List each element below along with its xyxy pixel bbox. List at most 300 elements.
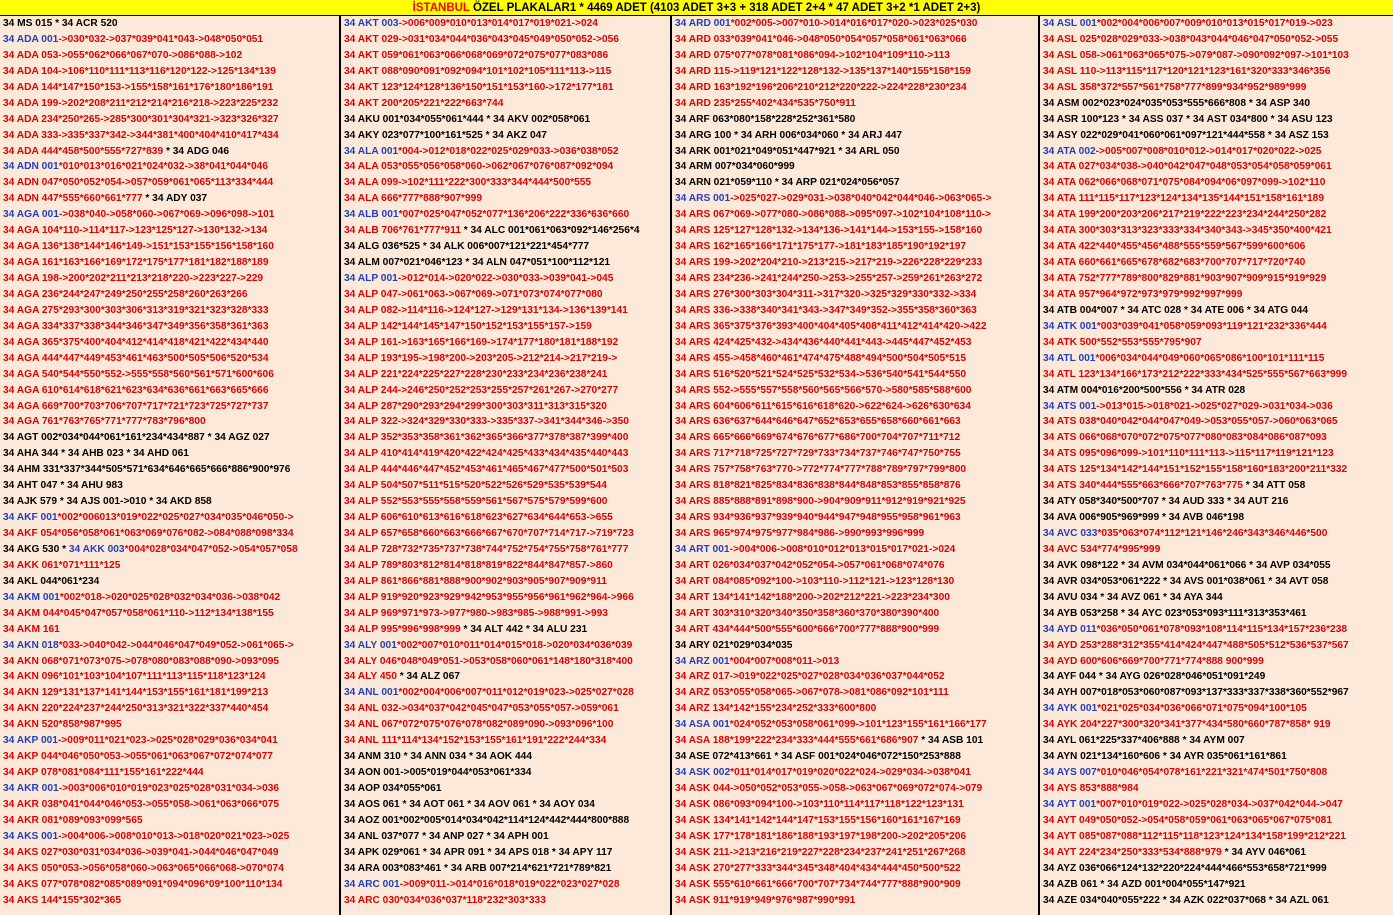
plate-segment: 34 AYL 061*225*337*406*888 * 34 AYM 007	[1043, 735, 1245, 747]
plate-line	[1040, 765, 1393, 781]
plate-line	[1040, 797, 1393, 813]
plate-line	[341, 669, 670, 685]
plate-line	[341, 717, 670, 733]
plate-segment: 34 ARS 276*300*303*304*311->317*320->325*329*330*332->334	[675, 288, 977, 300]
plate-segment: 34 AKR 001	[3, 783, 59, 794]
plate-line	[1040, 112, 1393, 128]
plate-line	[341, 255, 670, 271]
plate-segment: * 34 ALZ 067	[396, 671, 460, 683]
plate-line	[341, 526, 670, 542]
plate-segment: 34 ATY 058*340*500*707 * 34 AUD 333 * 34 AUT 216	[1043, 496, 1289, 508]
plate-line	[672, 351, 1038, 367]
plate-line	[0, 510, 339, 526]
plate-line	[341, 96, 670, 112]
plate-segment: 34 ALP 789*803*812*814*818*819*822*844*847*857->860	[344, 559, 613, 571]
plate-segment: 34 AKS 001	[3, 830, 59, 842]
plate-segment: * 34 ADG 046	[163, 145, 230, 157]
plate-line	[1040, 877, 1393, 893]
plate-segment: 34 AKN 220*224*237*244*250*313*321*322*337*440*454	[3, 703, 269, 715]
plate-line	[1040, 654, 1393, 670]
plate-segment: 34 ARS 365*375*376*393*400*404*405*408*411*412*414*420->422	[675, 320, 987, 332]
plate-line	[341, 48, 670, 64]
plate-segment: 34 ALP 606*610*613*616*618*623*627*634*644*653->655	[344, 512, 613, 524]
plate-line	[0, 287, 339, 303]
plate-segment: 34 ALM 007*021*046*123 * 34 ALN 047*051*100*112*121	[344, 257, 611, 269]
plate-line	[672, 287, 1038, 303]
plate-segment: 34 ASK 211->213*216*219*227*228*234*237*241*251*267*268	[675, 846, 966, 858]
plate-segment: 34 ADA 333->335*337*342->344*381*400*404*410*417*434	[3, 129, 279, 141]
plate-segment: 34 ALA 001	[344, 145, 399, 157]
plate-segment: 34 ARF 063*080*158*228*252*361*580	[675, 113, 856, 125]
plate-segment: 34 AGA 334*337*338*344*346*347*349*356*358*361*363	[3, 320, 269, 332]
plate-segment: 34 AGA 761*763*765*771*777*783*796*800	[3, 416, 206, 428]
plate-line	[1040, 223, 1393, 239]
plate-line	[0, 414, 339, 430]
plate-segment: 34 ARZ 134*142*155*234*252*333*600*800	[675, 703, 877, 715]
plate-line	[0, 494, 339, 510]
plate-line	[0, 191, 339, 207]
plate-line	[1040, 351, 1393, 367]
plate-line	[341, 654, 670, 670]
plate-segment: *021*025*034*036*066*071*075*094*100*105	[1097, 703, 1307, 715]
plate-segment: 34 AKP 044*046*050*053->055*061*063*067*072*074*077	[3, 751, 273, 763]
plate-line	[341, 175, 670, 191]
plate-segment: 34 AKT 123*124*128*136*150*151*153*160->172*177*181	[344, 81, 614, 93]
plate-line	[672, 32, 1038, 48]
plate-line	[0, 351, 339, 367]
plate-segment: 34 MS 015 * 34 ACR 520	[3, 18, 118, 29]
plate-line	[341, 781, 670, 797]
plate-segment: 34 ALP 504*507*511*515*520*522*526*529*535*539*544	[344, 480, 607, 492]
plate-line	[0, 96, 339, 112]
plate-line	[672, 414, 1038, 430]
plate-segment: 34 ASK 044->050*052*053*055->058->063*067*069*072*074->079	[675, 783, 983, 794]
plate-segment: ->004*006->008*010*013->018*020*021*023->025	[58, 830, 290, 842]
plate-segment: 34 AYB 053*258 * 34 AYC 023*053*093*111*313*353*461	[1043, 607, 1307, 619]
plate-segment: 34 ASY 022*029*041*060*061*097*121*444*558 * 34 ASZ 153	[1043, 129, 1329, 141]
plate-segment: 34 AVA 006*905*969*999 * 34 AVB 046*198	[1043, 512, 1245, 524]
plate-segment: 34 ASK 270*277*333*344*345*348*404*434*444*450*500*522	[675, 862, 961, 874]
plate-segment: 34 ALP 082->114*116->124*127->129*131*134->136*139*141	[344, 304, 628, 316]
plate-segment: 34 ARK 001*021*049*051*447*921 * 34 ARL 050	[675, 145, 900, 157]
plate-line	[341, 128, 670, 144]
plate-line	[1040, 287, 1393, 303]
plate-segment: 34 ART 001	[675, 543, 730, 555]
plate-segment: 34 ALY 001	[344, 639, 397, 651]
plate-line	[672, 781, 1038, 797]
plate-line	[1040, 319, 1393, 335]
plates-columns	[0, 16, 1393, 915]
plate-segment: 34 ADA 444*458*500*555*727*839	[3, 145, 164, 157]
plate-segment: 34 AKN 096*101*103*104*107*111*113*115*118*123*124	[3, 671, 266, 683]
plate-line	[0, 271, 339, 287]
plate-line	[672, 383, 1038, 399]
plate-line	[0, 128, 339, 144]
plate-segment: 34 ATA 062*066*068*071*075*084*094*06*097*099->102*110	[1043, 177, 1326, 189]
plate-segment: 34 AYT 049*050*052->054*058*059*061*063*065*067*075*081	[1043, 814, 1333, 826]
plate-segment: 34 ARS 636*637*644*646*647*652*653*655*658*660*661*663	[675, 416, 961, 428]
plate-line	[672, 335, 1038, 351]
plate-segment: 34 ATA 199*200*203*206*217*219*222*223*234*244*250*282	[1043, 209, 1327, 221]
plate-line	[1040, 638, 1393, 654]
plate-line	[341, 813, 670, 829]
plate-line	[0, 16, 339, 32]
plate-segment: 34 ALP 322->324*329*330*333->335*337->341*344*346->350	[344, 416, 629, 428]
plate-line	[341, 319, 670, 335]
plate-segment: 34 ARS 665*666*669*674*676*677*686*700*704*707*711*712	[675, 432, 961, 444]
plate-line	[672, 685, 1038, 701]
plate-segment: *035*063*074*112*121*146*246*343*346*446*500	[1097, 528, 1328, 539]
plate-line	[1040, 399, 1393, 415]
plate-segment: 34 ATB 004*007 * 34 ATC 028 * 34 ATE 006 * 34 ATG 044	[1043, 304, 1309, 316]
plate-segment: 34 AKL 044*061*234	[3, 575, 100, 587]
plate-segment: 34 ALY 046*048*049*051->053*058*060*061*148*180*318*400	[344, 655, 633, 667]
plate-segment: 34 ASA 001	[675, 719, 730, 731]
plate-line	[1040, 478, 1393, 494]
plate-segment: 34 AKF 001	[3, 512, 58, 524]
plate-segment: 34 ATS 001	[1043, 400, 1097, 412]
plate-segment: 34 ANL 037*077 * 34 ANP 027 * 34 APH 001	[344, 830, 549, 842]
plate-segment: 34 AKM 161	[3, 623, 60, 635]
plate-line	[1040, 446, 1393, 462]
plate-line	[1040, 16, 1393, 32]
plate-segment: 34 ALB 001	[344, 209, 399, 221]
plate-line	[672, 128, 1038, 144]
plate-line	[1040, 239, 1393, 255]
plate-segment: 34 AYT 224*234*250*333*534*888*979	[1043, 846, 1222, 858]
plate-line	[0, 893, 339, 909]
plate-line	[1040, 32, 1393, 48]
plate-line	[1040, 48, 1393, 64]
plate-segment: 34 ARS 717*718*725*727*729*733*734*737*746*747*750*755	[675, 448, 961, 460]
plate-line	[341, 861, 670, 877]
plate-segment: 34 ANL 001	[344, 687, 399, 699]
plate-segment: 34 AZB 061 * 34 AZD 001*004*055*147*921	[1043, 878, 1246, 890]
plate-line	[1040, 430, 1393, 446]
plate-segment: 34 ALP 728*732*735*737*738*744*752*754*755*758*761*777	[344, 543, 629, 555]
plate-line	[341, 494, 670, 510]
plate-line	[1040, 717, 1393, 733]
plate-segment: 34 ART 303*310*320*340*350*358*360*370*380*390*400	[675, 607, 940, 619]
plate-segment: ->005*007*008*010*012->014*017*020*022->025	[1095, 145, 1322, 157]
plate-segment: 34 AVR 034*053*061*222 * 34 AVS 001*038*061 * 34 AVT 058	[1043, 575, 1329, 587]
plate-line	[341, 287, 670, 303]
plate-segment: 34 ARZ 001	[675, 655, 730, 667]
plate-line	[672, 303, 1038, 319]
plate-segment: 34 ALA 099->102*111*222*300*333*344*444*500*555	[344, 177, 592, 189]
plate-segment: *002*006013*019*022*025*027*034*035*046*050->	[57, 512, 294, 524]
plate-line	[1040, 526, 1393, 542]
plate-line	[341, 797, 670, 813]
plate-line	[1040, 96, 1393, 112]
plate-segment: 34 ATK 001	[1043, 320, 1097, 332]
plate-line	[341, 542, 670, 558]
plate-segment: ->013*015->018*021->025*027*029->031*034->036	[1096, 400, 1333, 412]
plate-line	[672, 255, 1038, 271]
plate-segment: 34 ARZ 053*055*058*065->067*078->081*086*092*101*111	[675, 687, 949, 699]
plate-segment: 34 ADN 001	[3, 161, 59, 173]
plate-segment: *007*025*047*052*077*136*206*222*336*636*660	[398, 209, 630, 221]
plate-segment: * 34 AYV 046*061	[1221, 846, 1307, 858]
plate-line	[1040, 207, 1393, 223]
plate-segment: 34 ALP 001	[344, 273, 398, 284]
plate-line	[1040, 255, 1393, 271]
plate-line	[0, 303, 339, 319]
plate-line	[672, 175, 1038, 191]
plate-segment: 34 ALB 706*761*777*911	[344, 225, 461, 237]
plate-line	[0, 478, 339, 494]
plate-segment: 34 ARD 115->119*121*122*128*132->135*137*140*155*158*159	[675, 65, 971, 77]
plate-segment: 34 AKN 520*858*987*995	[3, 719, 122, 731]
plate-segment: 34 ALP 969*971*973->977*980->983*985->988*991->993	[344, 607, 608, 619]
plate-segment: 34 AKG 530 *	[3, 543, 69, 555]
plate-line	[672, 462, 1038, 478]
plate-segment: 34 ARS 001	[675, 193, 731, 205]
plate-line	[0, 638, 339, 654]
plate-segment: *011*014*017*019*020*022*024->029*034->038*041	[730, 767, 971, 779]
plate-segment: 34 AKT 003	[344, 18, 399, 29]
plate-segment: 34 ASK 086*093*094*100->103*110*114*117*118*122*123*131	[675, 798, 964, 810]
plate-segment: 34 ATS 095*096*099->101*110*111*113->115*117*119*121*123	[1043, 448, 1334, 460]
plate-line	[0, 797, 339, 813]
plate-segment: 34 ALP 552*553*555*558*559*561*567*575*579*599*600	[344, 496, 608, 508]
plate-segment: 34 ARS 455->458*460*461*474*475*488*494*500*504*505*515	[675, 352, 967, 364]
plate-line	[0, 383, 339, 399]
plate-line	[1040, 367, 1393, 383]
title-city: İSTANBUL	[412, 2, 470, 14]
plate-segment: 34 AKS 077*078*082*085*089*091*094*096*09*100*110*134	[3, 878, 283, 890]
plate-segment: 34 AVU 034 * 34 AVZ 061 * 34 AYA 344	[1043, 591, 1223, 603]
plate-segment: 34 AYT 001	[1043, 798, 1097, 810]
plate-line	[341, 558, 670, 574]
plate-segment: ->025*027->029*031->038*040*042*044*046->063*065->	[730, 193, 992, 205]
plate-segment: 34 ADA 104->106*110*111*113*116*120*122->125*134*139	[3, 65, 276, 77]
plate-line	[0, 845, 339, 861]
plate-line	[0, 590, 339, 606]
plate-line	[1040, 669, 1393, 685]
plate-segment: 34 ATA 422*440*455*456*488*555*559*567*599*600*606	[1043, 241, 1306, 253]
plate-segment: 34 ATA 300*303*313*323*333*334*340*343->345*350*400*421	[1043, 225, 1332, 237]
plate-segment: 34 AGT 002*034*044*061*161*234*434*887 * 34 AGZ 027	[3, 432, 270, 444]
plate-line	[1040, 64, 1393, 80]
plate-segment: *006*034*044*049*060*065*086*100*101*111*115	[1095, 352, 1325, 364]
plate-segment: 34 ARS 516*520*521*524*525*532*534->536*540*541*544*550	[675, 368, 967, 380]
plate-line	[341, 399, 670, 415]
plate-segment: 34 ASL 058->061*063*065*075->079*087->090*092*097->101*103	[1043, 49, 1349, 61]
plate-segment: 34 ARD 001	[675, 18, 731, 29]
plate-segment: 34 AKP 001	[3, 735, 58, 747]
plate-segment: 34 ALP 657*658*660*663*666*667*670*707*714*717->719*723	[344, 528, 634, 539]
plate-line	[0, 733, 339, 749]
plate-segment: 34 ARS 552->555*557*558*560*565*566*570->580*585*588*600	[675, 384, 972, 396]
plate-segment: *002*018->020*025*028*032*034*036->038*042	[59, 591, 281, 603]
plate-segment: *036*050*061*078*093*108*114*115*134*157*236*238	[1096, 623, 1348, 635]
plate-line	[672, 159, 1038, 175]
plate-segment: 34 ALP 352*353*358*361*362*365*366*377*378*387*399*400	[344, 432, 629, 444]
plate-segment: 34 ASK 134*141*142*144*147*153*155*156*160*161*167*169	[675, 814, 961, 826]
plate-line	[341, 765, 670, 781]
plate-segment: 34 AKY 023*077*100*161*525 * 34 AKZ 047	[344, 129, 547, 141]
plate-segment: 34 AGA 540*544*550*552->555*558*560*561*571*600*606	[3, 368, 274, 380]
plate-segment: 34 AKM 001	[3, 591, 60, 603]
plate-segment: 34 AYK 001	[1043, 703, 1098, 715]
plate-segment: *004*007*008*011->013	[729, 655, 840, 667]
plate-segment: 34 AKK 061*071*111*125	[3, 559, 121, 571]
plate-line	[341, 239, 670, 255]
plate-line	[341, 462, 670, 478]
plate-segment: 34 AYT 085*087*088*112*115*118*123*124*134*158*199*212*221	[1043, 830, 1346, 842]
plate-line	[672, 223, 1038, 239]
plate-segment: 34 AGA 104*110->114*117->123*125*127->130*132->134	[3, 225, 268, 237]
plate-segment: 34 AZE 034*040*055*222 * 34 AZK 022*037*068 * 34 AZL 061	[1043, 894, 1329, 906]
plate-segment: ->004*006->008*010*012*013*015*017*021->024	[729, 543, 956, 555]
plate-line	[1040, 462, 1393, 478]
plate-segment: 34 AYD 011	[1043, 623, 1097, 635]
plate-line	[672, 494, 1038, 510]
plate-segment: 34 ATA 957*964*972*973*979*992*997*999	[1043, 288, 1243, 300]
plate-line	[341, 414, 670, 430]
plate-segment: *010*046*054*078*161*221*321*474*501*750*808	[1096, 767, 1328, 779]
plate-segment: 34 AYH 007*018*053*060*087*093*137*333*337*338*360*552*967	[1043, 687, 1349, 699]
plate-segment: 34 ARS 234*236->241*244*250->253->255*257->259*261*263*272	[675, 273, 983, 284]
plate-segment: 34 ALY 450	[344, 671, 397, 683]
plate-line	[672, 606, 1038, 622]
plate-segment: 34 ALP 142*144*145*147*150*152*153*155*157->159	[344, 320, 592, 332]
plate-line	[672, 239, 1038, 255]
plate-segment: 34 ADA 199->202*208*211*212*214*216*218->223*225*232	[3, 97, 279, 109]
plate-line	[0, 64, 339, 80]
plate-line	[1040, 144, 1393, 160]
plate-line	[341, 622, 670, 638]
plate-segment: *033->040*042->044*046*047*049*052->061*065->	[58, 639, 294, 651]
plate-line	[672, 399, 1038, 415]
plate-line	[0, 48, 339, 64]
plate-line	[672, 446, 1038, 462]
plate-line	[0, 462, 339, 478]
plate-line	[1040, 494, 1393, 510]
plate-segment: 34 ALG 036*525 * 34 ALK 006*007*121*221*454*777	[344, 241, 590, 253]
plate-line	[0, 669, 339, 685]
plate-segment: 34 AKU 001*034*055*061*444 * 34 AKV 002*058*061	[344, 113, 591, 125]
plate-segment: 34 ARC 001	[344, 878, 400, 890]
plate-segment: 34 ALP 244->246*250*252*253*255*257*261*267->270*277	[344, 384, 619, 396]
plate-segment: ->038*040->058*060->067*069->096*098->101	[58, 209, 275, 221]
plate-line	[341, 829, 670, 845]
plate-segment: 34 AKF 054*056*058*061*063*069*076*082->084*088*098*334	[3, 528, 294, 539]
plate-segment: 34 AON 001->005*019*044*053*061*334	[344, 767, 532, 779]
plate-segment: 34 ATA 752*777*789*800*829*881*903*907*909*915*919*929	[1043, 273, 1327, 284]
plate-segment: 34 ATA 660*661*665*678*682*683*700*707*717*720*740	[1043, 257, 1306, 269]
plate-line	[0, 574, 339, 590]
plate-segment: 34 ATM 004*016*200*500*556 * 34 ATR 028	[1043, 384, 1246, 396]
plate-segment: 34 AGA 236*244*247*249*250*255*258*260*263*266	[3, 288, 248, 300]
plate-segment: 34 ADA 053->055*062*066*067*070->086*088->102	[3, 49, 243, 61]
plate-segment: 34 ALP 410*414*419*420*422*424*425*433*434*435*440*443	[344, 448, 629, 460]
plate-line	[341, 510, 670, 526]
plate-line	[672, 478, 1038, 494]
plate-segment: 34 ASK 002	[675, 767, 731, 779]
plate-segment: 34 ARS 757*758*763*770->772*774*777*788*789*797*799*800	[675, 464, 967, 476]
plate-line	[341, 80, 670, 96]
plate-segment: 34 AHT 047 * 34 AHU 983	[3, 480, 123, 492]
plates-column-2	[341, 16, 672, 915]
plate-line	[1040, 590, 1393, 606]
plate-segment: *010*013*016*021*024*032->38*041*044*046	[58, 161, 269, 173]
plate-line	[672, 319, 1038, 335]
plate-segment: 34 AKS 144*155*302*365	[3, 894, 122, 906]
plate-line	[672, 144, 1038, 160]
plate-segment: 34 AKT 200*205*221*222*663*744	[344, 97, 504, 109]
plate-segment: * 34 ADY 037	[142, 193, 208, 205]
plate-line	[1040, 685, 1393, 701]
plate-line	[0, 877, 339, 893]
plate-segment: 34 ARS 885*888*891*898*900->904*909*911*912*919*921*925	[675, 496, 966, 508]
plate-line	[0, 717, 339, 733]
plate-segment: 34 ANL 067*072*075*076*078*082*089*090->093*096*100	[344, 719, 614, 731]
plate-line	[1040, 781, 1393, 797]
plate-segment: 34 ALP 193*195->198*200->203*205->212*214->217*219->	[344, 352, 618, 364]
plate-segment: *002*004*006*007*011*012*019*023->025*027*028	[398, 687, 634, 699]
plate-line	[672, 590, 1038, 606]
plate-segment: 34 ATS 340*444*555*663*666*707*763*775	[1043, 480, 1243, 492]
plate-segment: 34 ARS 604*606*611*615*616*618*620->622*624->626*630*634	[675, 400, 971, 412]
plate-line	[0, 558, 339, 574]
plate-segment: 34 ANL 111*114*134*152*153*155*161*191*222*244*334	[344, 735, 607, 747]
plate-segment: 34 ARS 162*165*166*171*175*177->181*183*185*190*192*197	[675, 241, 967, 253]
plate-line	[1040, 510, 1393, 526]
plate-segment: 34 ARD 235*255*402*434*535*750*911	[675, 97, 856, 109]
plate-segment: 34 ARN 021*059*110 * 34 ARP 021*024*056*057	[675, 177, 900, 189]
plate-segment: 34 ASL 001	[1043, 18, 1097, 29]
plate-segment: 34 AGA 444*447*449*453*461*463*500*505*506*520*534	[3, 352, 269, 364]
plate-line	[341, 574, 670, 590]
plate-line	[672, 191, 1038, 207]
plate-segment: 34 AYN 021*134*160*606 * 34 AYR 035*061*161*861	[1043, 751, 1287, 763]
plate-segment: 34 ALP 161->163*165*166*169->174*177*180*181*188*192	[344, 336, 619, 348]
plate-segment: 34 AKN 018	[3, 639, 59, 651]
plate-segment: 34 ANM 310 * 34 ANN 034 * 34 AOK 444	[344, 751, 532, 763]
plate-line	[1040, 175, 1393, 191]
plate-segment: 34 ATL 123*134*166*173*212*222*333*434*525*555*567*663*999	[1043, 368, 1348, 380]
plate-line	[1040, 558, 1393, 574]
plate-segment: 34 ATA 111*115*117*123*124*134*135*144*151*158*161*189	[1043, 193, 1324, 205]
title-summary: ÖZEL PLAKALAR1 * 4469 ADET (4103 ADET 3+3 + 318 ADET 2+4 * 47 ADET 3+2 *1 ADET 2+3)	[469, 2, 981, 14]
plate-segment: ->012*014->020*022->030*033->039*041->045	[397, 273, 614, 284]
plate-line	[0, 685, 339, 701]
plate-segment: 34 ASM 002*023*024*035*053*555*666*808 * 34 ASP 340	[1043, 97, 1310, 109]
plate-line	[341, 590, 670, 606]
plate-segment: 34 ARG 100 * 34 ARH 006*034*060 * 34 ARJ 447	[675, 129, 903, 141]
plate-segment: 34 AOZ 001*002*005*014*034*042*114*124*442*444*800*888	[344, 814, 630, 826]
plate-line	[672, 669, 1038, 685]
plate-segment: 34 ASK 177*178*181*186*188*193*197*198*200->202*205*206	[675, 830, 967, 842]
plate-line	[672, 877, 1038, 893]
plate-segment: 34 AGA 198->200*202*211*213*218*220->223*227->229	[3, 273, 264, 284]
plate-line	[672, 654, 1038, 670]
plate-line	[0, 144, 339, 160]
plate-line	[1040, 383, 1393, 399]
plate-line	[1040, 303, 1393, 319]
plate-line	[0, 526, 339, 542]
plate-line	[0, 765, 339, 781]
plate-segment: 34 ALP 919*920*923*929*942*953*955*956*961*962*964->966	[344, 591, 634, 603]
plate-segment: 34 ALP 995*996*998*999	[344, 623, 461, 635]
plate-segment: 34 ALA 666*777*888*907*999	[344, 193, 483, 205]
plate-line	[1040, 813, 1393, 829]
plate-segment: 34 ATK 500*552*553*555*795*907	[1043, 336, 1202, 348]
plate-segment: * 34 ATT 058	[1242, 480, 1306, 492]
plate-line	[341, 430, 670, 446]
